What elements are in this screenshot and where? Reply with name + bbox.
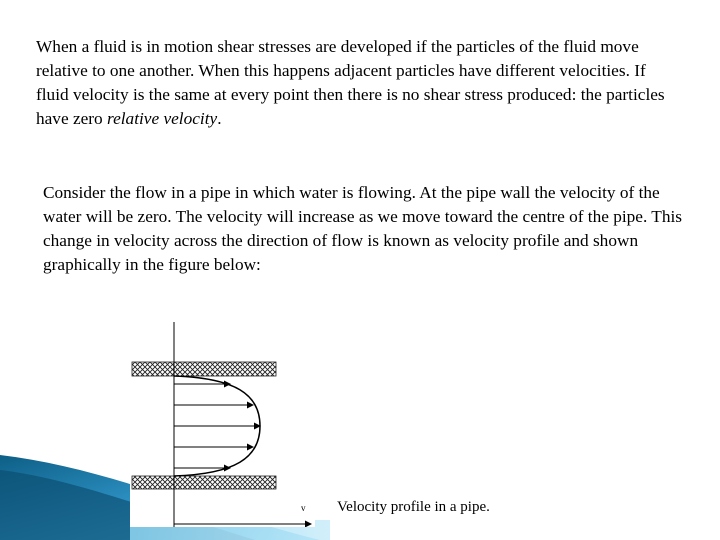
paragraph-1-text: When a fluid is in motion shear stresses are developed if the particles of the fluid move relative to one another. When this happens adjacent particles have different velocities. If fluid velocity is the same at every point then there is no shear stress produced: the particles have zero: [36, 37, 665, 128]
paragraph-2-text: Consider the flow in a pipe in which water is flowing. At the pipe wall the velocity of the water will be zero. The velocity will increase as we move toward the centre of the pipe. This change in velocity across the direction of flow is known as velocity profile and shown graphically in the figure below:: [43, 183, 683, 274]
figure-caption: Velocity profile in a pipe.: [337, 499, 490, 515]
paragraph-shear-stress: [36, 35, 676, 131]
pipe-wall-top: [132, 362, 276, 376]
paragraph-velocity-profile: [43, 181, 683, 277]
paragraph-1-end: .: [217, 109, 222, 128]
emphasis-relative-velocity: relative velocity: [107, 109, 218, 128]
velocity-profile-figure: [130, 322, 320, 527]
pipe-wall-bottom: [132, 476, 276, 489]
velocity-axis-label: v: [301, 503, 306, 513]
